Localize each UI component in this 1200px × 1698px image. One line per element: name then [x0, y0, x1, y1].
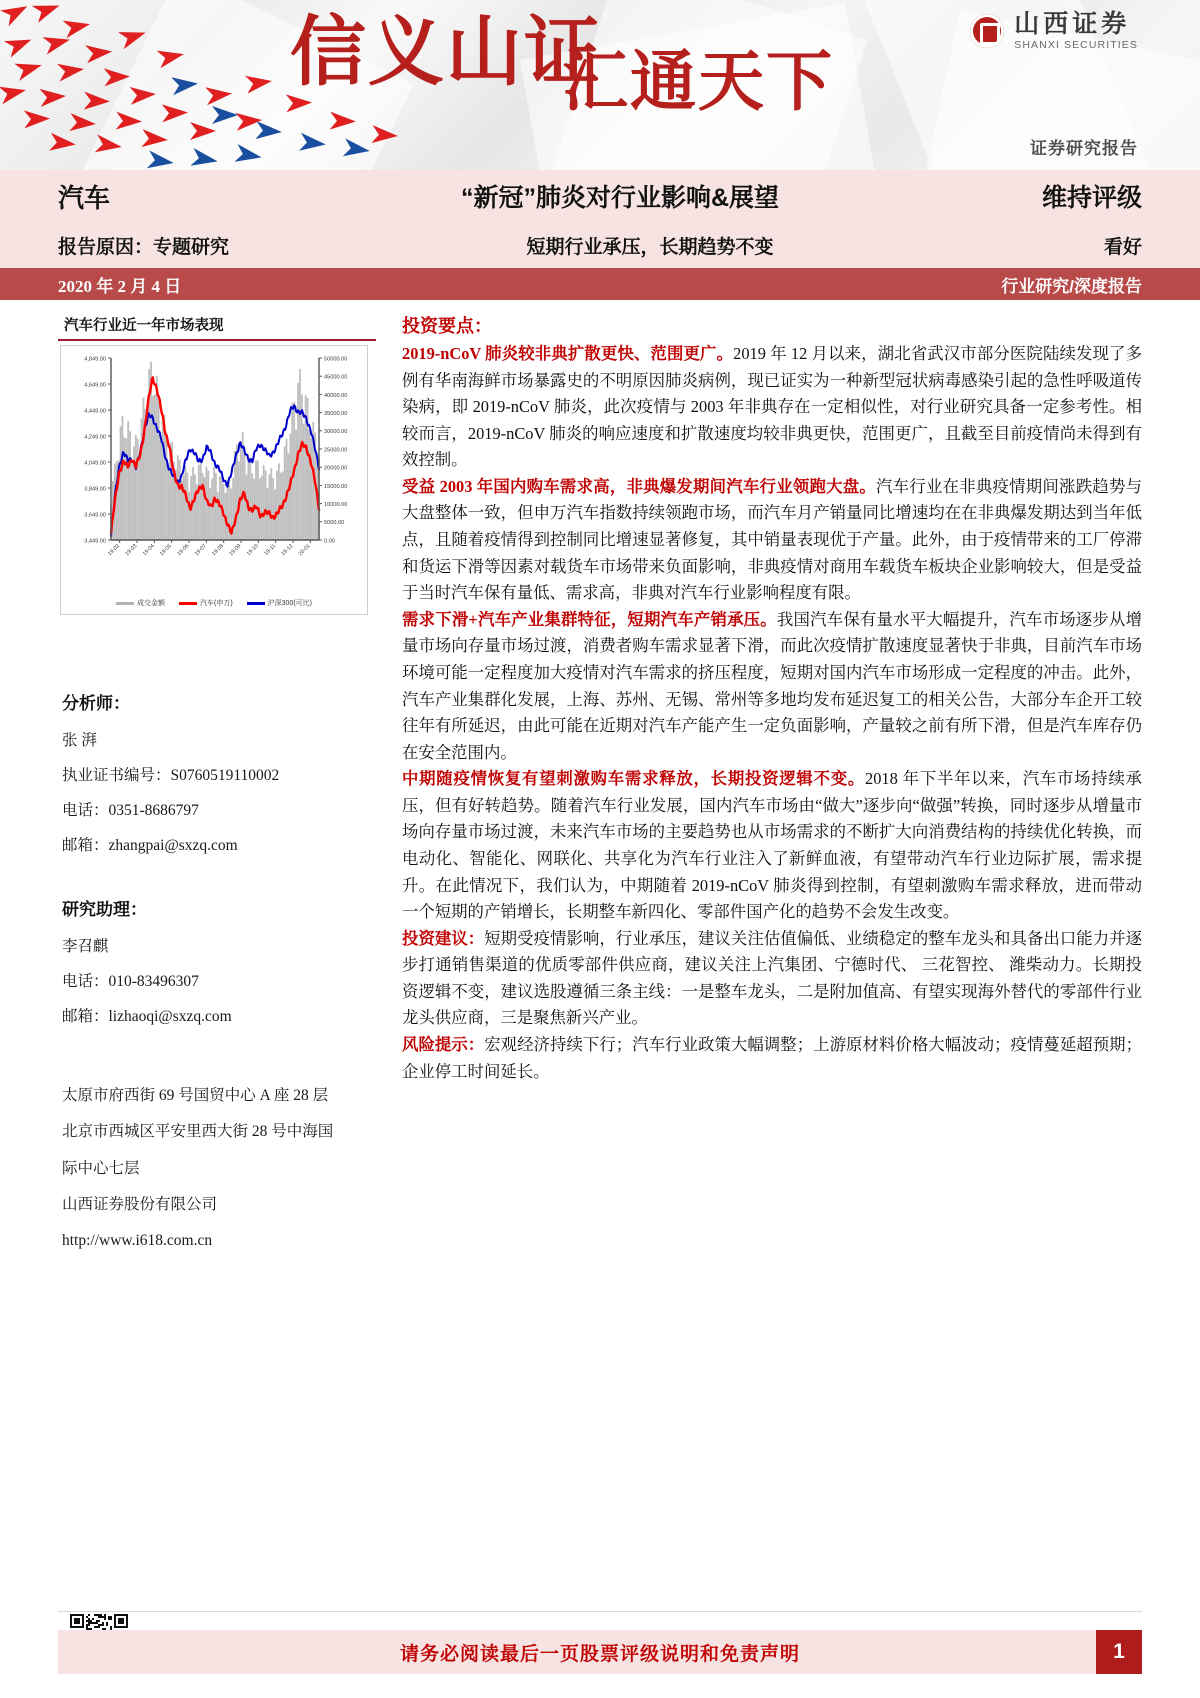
rating-view: 看好: [1103, 236, 1142, 258]
assistant-block: [62, 895, 376, 1026]
svg-text:45000.00: 45000.00: [324, 374, 348, 381]
svg-text:35000.00: 35000.00: [324, 411, 348, 417]
svg-text:19-02: 19-02: [107, 543, 122, 558]
legend-item-volume: [116, 598, 165, 608]
paragraph-6-body: 宏观经济持续下行；汽车行业政策大幅调整；上游原材料价格大幅波动；疫情蔓延超预期；企业停工时间延长。: [402, 1035, 1143, 1081]
report-kind-label: 证券研究报告: [1030, 139, 1138, 158]
analyst-name: 张 湃: [62, 732, 97, 749]
market-performance-chart: [60, 345, 368, 615]
page-number-badge: 1: [1096, 1630, 1142, 1674]
assistant-name: 李召麒: [62, 938, 109, 955]
investment-points-heading: 投资要点：: [402, 316, 492, 336]
legend-item-auto: [179, 598, 233, 608]
svg-text:19-06: 19-06: [176, 543, 191, 558]
banner-title-part1: 信义山证: [290, 11, 602, 95]
legend-swatch-volume: [116, 602, 134, 605]
svg-text:3,849.00: 3,849.00: [84, 486, 106, 493]
paragraph-6-risk: [402, 1032, 1142, 1085]
svg-text:20-01: 20-01: [297, 543, 312, 558]
report-date: 2020 年 2 月 4 日: [58, 276, 182, 296]
footer-notice-bar: [58, 1630, 1142, 1674]
legend-swatch-auto: [179, 602, 197, 605]
svg-text:4,049.00: 4,049.00: [84, 460, 106, 467]
legend-swatch-csi300: [247, 602, 265, 605]
paragraph-3-body: 我国汽车保有量水平大幅提升，汽车市场逐步从增量市场向存量市场过渡，消费者购车需求显著下滑，而此次疫情扩散速度显著快于非典，目前汽车市场环境可能一定程度加大疫情对汽车需求的挤压程度，短期对国内汽车市场形成一定程度的冲击。此外，汽车产业集群化发展，上海、苏州、无锡、常州等多地均发布延迟复工的相关公告，大部分车企开工较往年有所延迟，由此可能在近期对汽车产能产生一定负面影响，产量较之前有所下滑，但是汽车库存仍在安全范围内。: [402, 609, 1143, 762]
analyst-phone: 电话：0351-8686797: [62, 802, 199, 819]
legend-label-volume: 成交金额: [136, 600, 165, 607]
paragraph-3-highlight: 需求下滑+汽车产业集群特征，短期汽车产销承压。: [402, 609, 777, 629]
chart-title: 汽车行业近一年市场表现: [64, 318, 224, 334]
svg-text:19-09: 19-09: [228, 543, 243, 558]
page-banner: [0, 0, 1200, 170]
logo-english-name: SHANXI SECURITIES: [1014, 39, 1138, 51]
paragraph-2-body: 汽车行业在非典疫情期间涨跌趋势与大盘整体一致，但申万汽车指数持续领跑市场，而汽车月产销量同比增速均在在非典爆发期达到当年低点，且随着疫情得到控制同比增速显著修复，其中销量表现优于产量。此外，由于疫情带来的工厂停滞和货运下滑等因素对载货车市场带来负面影响，非典疫情对商用车载货车板块企业影响较大，但是受益于当时汽车保有量低、需求高，非典对汽车行业影响程度有限。: [402, 476, 1142, 603]
page-footer: [0, 1626, 1200, 1698]
paragraph-1-body: 2019 年 12 月以来，湖北省武汉市部分医院陆续发现了多例有华南海鲜市场暴露史的不明原因肺炎病例，现已证实为一种新型冠状病毒感染引起的急性呼吸道传染病，即 2019-nCoV 肺炎，此次疫情与 2003 年非典存在一定相似性，对行业研究具备一定参考性。相较而言，2019-nCoV 肺炎的响应速度和扩散速度均较非典更快，范围更广，且截至目前疫情尚未得到有效控制。: [402, 344, 1142, 470]
chart-title-rule: [58, 339, 376, 341]
company-website[interactable]: http://www.i618.com.cn: [62, 1232, 213, 1249]
paragraph-5-body: 短期受疫情影响，行业承压，建议关注估值偏低、业绩稳定的整车龙头和具备出口能力并逐步打通销售渠道的优质零部件供应商，建议关注上汽集团、宁德时代、 三花智控、 潍柴动力。长期投资逻辑不变，建议选股遵循三条主线：一是整车龙头，二是附加值高、有望实现海外替代的零部件行业龙头供应商，三是聚焦新兴产业。: [402, 928, 1143, 1028]
svg-text:19-05: 19-05: [159, 543, 174, 558]
industry-name: 汽车: [58, 182, 111, 213]
paragraph-4: [402, 766, 1142, 925]
shanxi-securities-seal-icon: [970, 14, 1004, 48]
svg-text:0.00: 0.00: [324, 538, 335, 545]
legend-item-csi300: [247, 598, 312, 608]
legend-label-csi300: 沪深300(可比): [267, 600, 312, 607]
svg-text:10000.00: 10000.00: [324, 502, 348, 508]
svg-text:15000.00: 15000.00: [324, 483, 348, 490]
paragraph-3: [402, 607, 1142, 766]
report-subtitle: 短期行业承压，长期趋势不变: [526, 236, 774, 258]
footer-divider: [58, 1611, 1142, 1612]
paragraph-1: [402, 341, 1142, 474]
paragraph-5-highlight: 投资建议：: [402, 928, 485, 948]
company-logo: [970, 12, 1138, 51]
logo-chinese-name: 山西证券: [1014, 10, 1131, 38]
report-reason: 报告原因：专题研究: [58, 236, 230, 258]
paragraph-1-highlight: 2019-nCoV 肺炎较非典扩散更快、范围更广。: [402, 344, 734, 363]
paragraph-4-body: 2018 年下半年以来，汽车市场持续承压，但有好转趋势。随着汽车行业发展，国内汽车市场由“做大”逐步向“做强”转换，同时逐步从增量市场向存量市场过渡，未来汽车市场的主要趋势也从市场需求的不断扩大向消费结构的持续优化转换，而电动化、智能化、网联化、共享化为汽车行业注入了新鲜血液，有望带动汽车行业边际扩展，需求提升。在此情况下，我们认为，中期随着 2019-nCoV 肺炎得到控制，有望刺激购车需求释放，进而带动一个短期的产销增长，长期整车新四化、零部件国产化的趋势不会发生改变。: [402, 769, 1142, 922]
svg-text:40000.00: 40000.00: [324, 392, 348, 399]
report-department: 行业研究/深度报告: [1001, 276, 1142, 296]
left-sidebar: [58, 312, 376, 1265]
svg-text:19-10: 19-10: [245, 543, 260, 558]
chart-legend: [61, 598, 367, 608]
report-body: [0, 300, 1200, 1265]
svg-text:20000.00: 20000.00: [324, 465, 348, 472]
analyst-email: 邮箱：zhangpai@sxzq.com: [62, 837, 238, 854]
svg-text:25000.00: 25000.00: [324, 447, 348, 454]
company-full-name: 山西证券股份有限公司: [62, 1195, 218, 1213]
assistant-heading: 研究助理：: [62, 900, 147, 919]
paragraph-2-highlight: 受益 2003 年国内购车需求高，非典爆发期间汽车行业领跑大盘。: [402, 476, 877, 496]
svg-text:4,649.00: 4,649.00: [84, 382, 106, 389]
assistant-email: 邮箱：lizhaoqi@sxzq.com: [62, 1008, 232, 1025]
paragraph-6-highlight: 风险提示：: [402, 1035, 485, 1055]
legend-label-auto: 汽车(申万): [199, 600, 233, 607]
svg-text:30000.00: 30000.00: [324, 429, 348, 436]
banner-title-part2: 汇通天下: [562, 46, 834, 119]
rating-label: 维持评级: [1041, 184, 1142, 212]
svg-text:50000.00: 50000.00: [324, 356, 348, 363]
report-date-bar: [0, 268, 1200, 300]
svg-text:19-03: 19-03: [124, 543, 139, 558]
svg-text:4,449.00: 4,449.00: [84, 408, 106, 415]
chart-canvas: [61, 346, 367, 584]
report-main-title: “新冠”肺炎对行业影响&展望: [460, 184, 780, 212]
analyst-certificate: 执业证书编号：S0760519110002: [62, 767, 280, 784]
paragraph-5-recommendation: [402, 926, 1142, 1032]
address-block: [62, 1084, 376, 1252]
svg-text:4,849.00: 4,849.00: [84, 356, 106, 363]
svg-text:3,649.00: 3,649.00: [84, 512, 106, 519]
svg-text:4,249.00: 4,249.00: [84, 434, 106, 441]
analyst-heading: 分析师：: [62, 694, 130, 713]
svg-text:19-04: 19-04: [141, 543, 156, 558]
address-line-beijing-cont: 际中心七层: [62, 1159, 140, 1177]
footer-notice-text: 请务必阅读最后一页股票评级说明和免责声明: [399, 1643, 800, 1665]
address-line-taiyuan: 太原市府西街 69 号国贸中心 A 座 28 层: [62, 1087, 329, 1104]
analyst-block: [62, 689, 376, 855]
address-line-beijing: 北京市西城区平安里西大街 28 号中海国: [62, 1123, 334, 1141]
svg-text:5000.00: 5000.00: [324, 520, 345, 527]
main-content-column: [376, 312, 1142, 1265]
svg-text:19-07: 19-07: [193, 543, 208, 558]
paragraph-2: [402, 474, 1142, 607]
report-title-block: [0, 170, 1200, 300]
paragraph-4-highlight: 中期随疫情恢复有望刺激购车需求释放，长期投资逻辑不变。: [402, 769, 866, 789]
svg-text:19-08: 19-08: [211, 543, 226, 558]
banner-title: [290, 12, 940, 132]
svg-text:19-12: 19-12: [280, 543, 295, 558]
svg-text:19-11: 19-11: [263, 543, 278, 557]
svg-text:3,449.00: 3,449.00: [84, 538, 106, 545]
assistant-phone: 电话：010-83496307: [62, 973, 199, 990]
